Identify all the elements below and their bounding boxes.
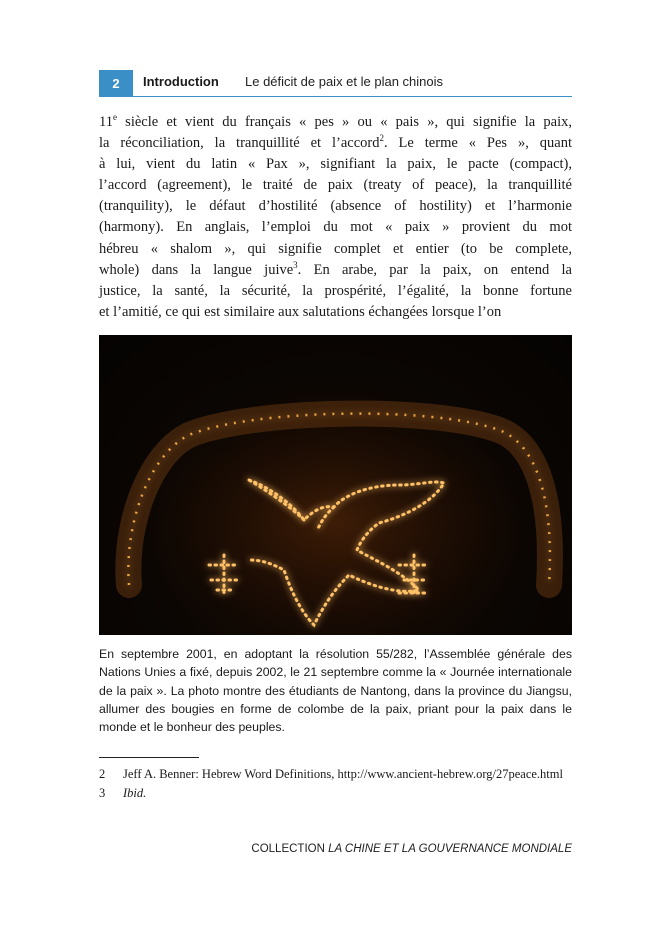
body-line: à lui, vient du latin « Pax », signifiant la paix, le pacte (compact), — [99, 156, 572, 173]
body-line: la réconciliation, la tranquillité et l’accord$^2$. Le terme « Pes », quant — [99, 133, 572, 152]
footnote-number: 3 — [99, 786, 106, 800]
footer-series-title: LA CHINE ET LA GOUVERNANCE MONDIALE — [328, 843, 572, 855]
candle-dove-photo — [99, 335, 572, 635]
page-number: 2 — [99, 70, 133, 96]
body-line: hébreu « shalom », qui signifie complet et entier (to be complete, — [99, 240, 572, 257]
footnote-number: 2 — [99, 767, 106, 781]
chapter-subtitle: Le déficit de paix et le plan chinois — [245, 74, 444, 89]
photo-caption: En septembre 2001, en adoptant la résolution 55/282, l’Assemblée générale des Nations Unies a fixé, depuis 2002, le 21 septembre comme la « Journée internationale de la paix ». La photo montre des étudiants de Nantong, dans la province du Jiangsu, allumer des bougies en forme de colombe de la paix, priant pour la paix dans le monde et le bonheur des peuples. — [99, 647, 572, 735]
page-footer — [251, 843, 572, 855]
body-line: (harmony). En anglais, l’emploi du mot « paix » provient du mot — [99, 219, 572, 236]
body-line: justice, la santé, la sécurité, la prospérité, l’égalité, la bonne fortune — [99, 282, 572, 299]
chapter-title: Introduction — [143, 74, 219, 89]
footnote-divider — [99, 757, 199, 758]
footnote-2 — [99, 766, 572, 783]
footnotes — [99, 766, 572, 802]
body-line: whole) dans la langue juive$^3$. En arabe, par la paix, on entend la — [99, 259, 572, 278]
page-header — [99, 70, 572, 97]
body-line: et l’amitié, ce qui est similaire aux salutations échangées lorsque l’on — [99, 303, 502, 320]
superscript: e — [112, 112, 117, 122]
footer-collection-label: COLLECTION — [251, 843, 329, 855]
body-line: (tranquility), le défaut d’hostilité (absence of hostility) et l’harmonie — [99, 198, 572, 215]
footnote-text: Ibid. — [123, 786, 147, 800]
footnote-3 — [99, 785, 572, 802]
footnote-ref-3[interactable]: 3 — [293, 259, 298, 270]
body-line: l’accord (agreement), le traité de paix (treaty of peace), la tranquillité — [99, 177, 572, 194]
footnote-ref-2[interactable]: 2 — [379, 133, 384, 144]
body-paragraph — [99, 112, 572, 323]
body-line: 11e siècle et vient du français « pes » ou « pais », qui signifie la paix, — [99, 112, 572, 130]
footnote-text[interactable]: Jeff A. Benner: Hebrew Word Definitions, http://www.ancient-hebrew.org/27peace.html — [123, 767, 563, 781]
candle-dove-illustration — [99, 335, 572, 635]
